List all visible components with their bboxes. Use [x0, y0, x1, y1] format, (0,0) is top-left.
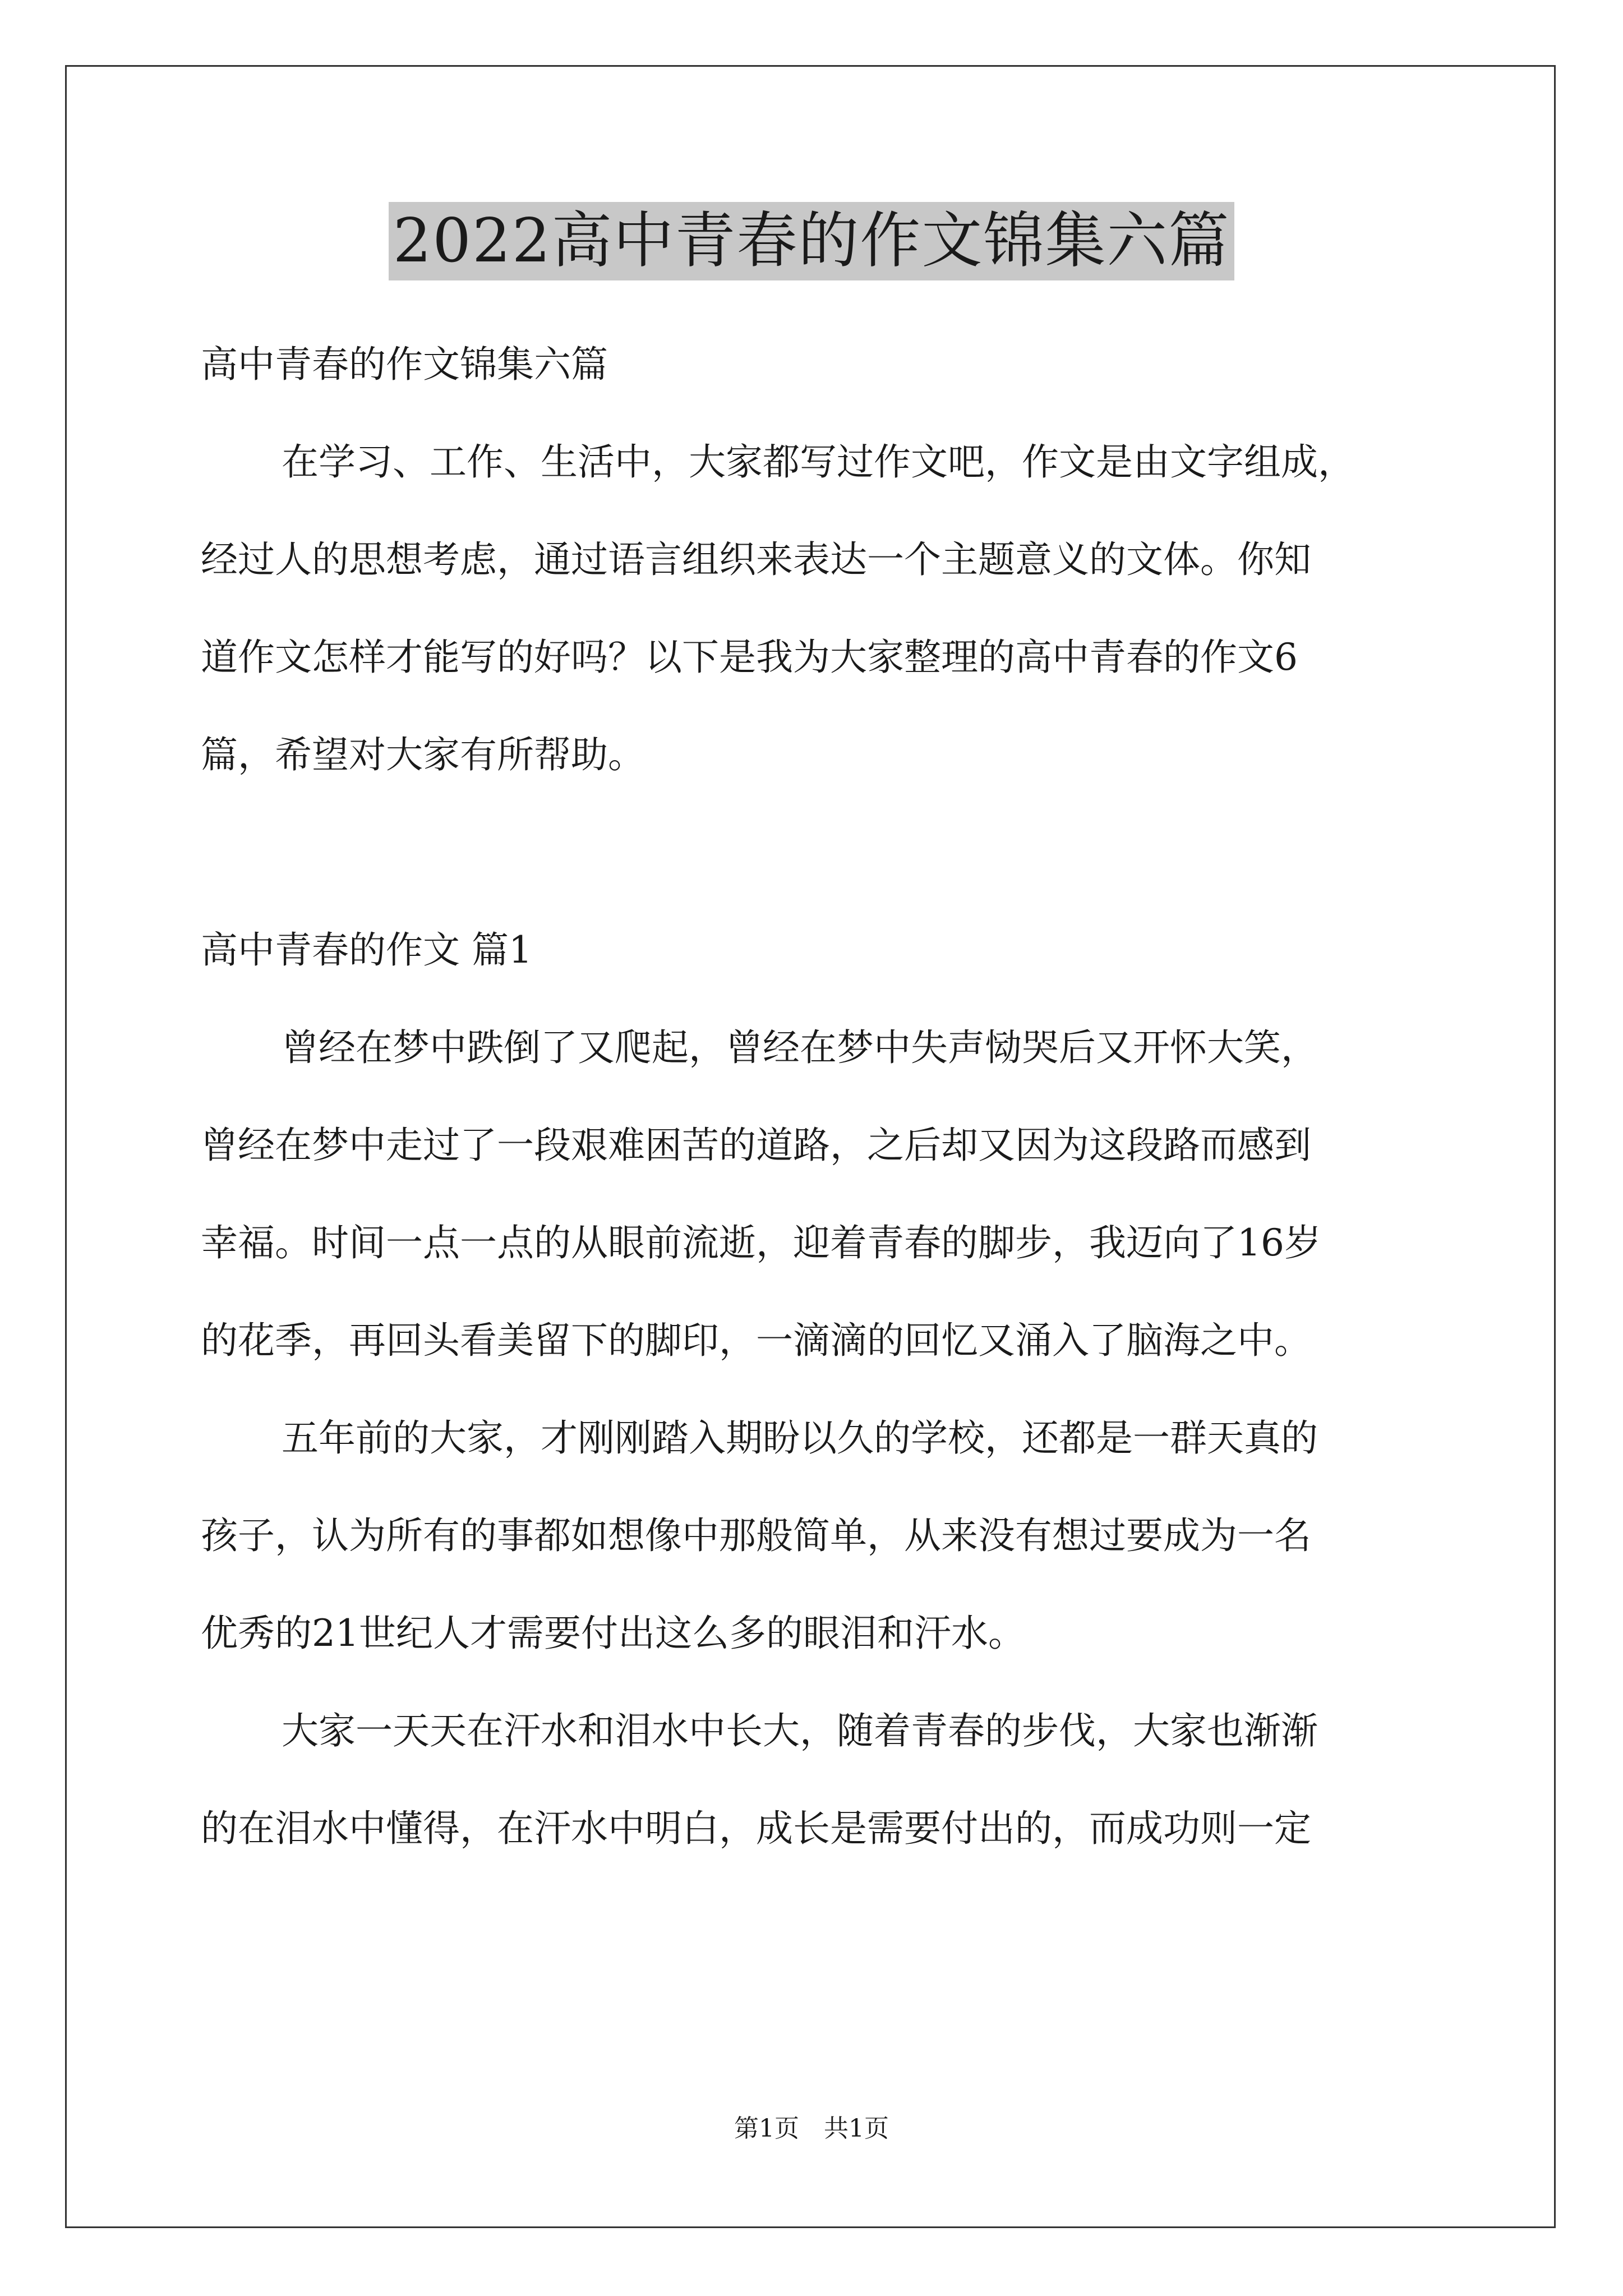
section-heading: 高中青春的作文 篇1	[201, 928, 532, 972]
intro-line: 篇，希望对大家有所帮助。	[201, 733, 645, 776]
document-subtitle: 高中青春的作文锦集六篇	[201, 343, 608, 386]
intro-line: 在学习、工作、生活中，大家都写过作文吧，作文是由文字组成，	[282, 440, 1355, 484]
intro-line: 道作文怎样才能写的好吗？以下是我为大家整理的高中青春的作文6	[201, 636, 1298, 679]
intro-line: 经过人的思想考虑，通过语言组织来表达一个主题意义的文体。你知	[201, 538, 1311, 581]
page-number: 第1页 共1页	[734, 2114, 889, 2143]
document-title: 2022高中青春的作文锦集六篇	[389, 202, 1235, 280]
paragraph-line: 曾经在梦中走过了一段艰难困苦的道路，之后却又因为这段路而感到	[201, 1124, 1311, 1167]
paragraph-line: 五年前的大家，才刚刚踏入期盼以久的学校，还都是一群天真的	[282, 1416, 1318, 1460]
blank-line	[201, 825, 1423, 922]
paragraph-line: 曾经在梦中跌倒了又爬起，曾经在梦中失声恸哭后又开怀大笑，	[282, 1026, 1318, 1069]
paragraph-line: 优秀的21世纪人才需要付出这么多的眼泪和汗水。	[201, 1612, 1025, 1655]
paragraph-line: 的花季，再回头看美留下的脚印，一滴滴的回忆又涌入了脑海之中。	[201, 1319, 1311, 1362]
paragraph-line: 的在泪水中懂得，在汗水中明白，成长是需要付出的，而成功则一定	[201, 1807, 1311, 1850]
title-container	[0, 202, 1623, 280]
paragraph-line: 幸福。时间一点一点的从眼前流逝，迎着青春的脚步，我迈向了16岁	[201, 1221, 1321, 1264]
paragraph-line: 大家一天天在汗水和泪水中长大，随着青春的步伐，大家也渐渐	[282, 1709, 1318, 1752]
paragraph-line: 孩子，认为所有的事都如想像中那般简单，从来没有想过要成为一名	[201, 1514, 1311, 1557]
document-body	[201, 337, 1423, 1898]
page-footer	[0, 2112, 1623, 2146]
